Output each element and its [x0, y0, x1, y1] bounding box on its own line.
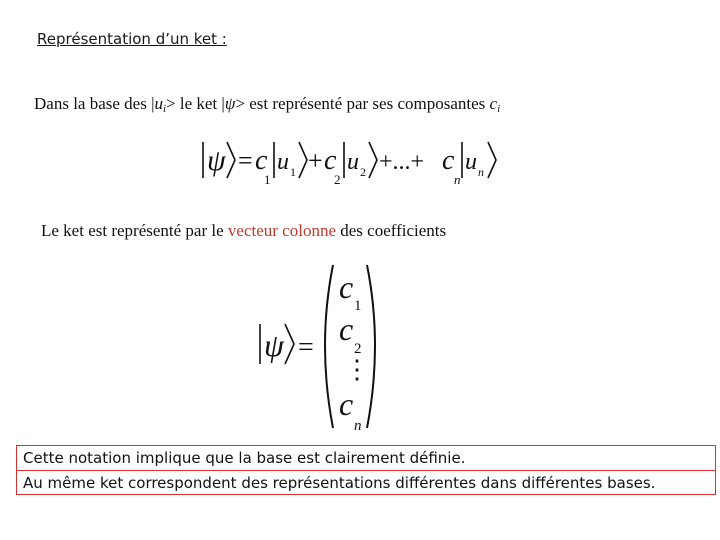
- ket-expansion-equation: [198, 138, 508, 188]
- note-box: [16, 445, 716, 495]
- eq1-un: u: [465, 149, 477, 175]
- eq2-vdots: ⋮: [344, 355, 370, 384]
- basis-sentence: Dans la base des $|u_i>$ le ket |ψ> est représenté par ses composantes $c_i$: [34, 94, 501, 115]
- eq1-u-sub2: 2: [360, 165, 366, 179]
- eq1-sub1: 1: [264, 172, 271, 187]
- eq2-c2: c: [339, 311, 354, 347]
- eq2-equals: =: [298, 332, 314, 363]
- eq1-plus: +: [308, 146, 323, 175]
- eq2-c1: c: [339, 269, 354, 305]
- eq2-sub1: 1: [354, 298, 362, 314]
- eq2-cn: c: [339, 386, 354, 422]
- eq2-sub2: 2: [354, 341, 362, 357]
- note-line-2: Au même ket correspondent des représentations différentes dans différentes bases.: [17, 470, 715, 495]
- eq1-u2: u: [347, 149, 359, 175]
- note-line-1: Cette notation implique que la base est clairement définie.: [23, 449, 466, 467]
- page-title: Représentation d’un ket :: [37, 30, 227, 48]
- eq1-u-subn: n: [478, 165, 484, 179]
- column-vector-sentence: Le ket est représenté par le vecteur colonne des coefficients: [41, 221, 447, 240]
- eq1-cn: c: [442, 145, 455, 176]
- eq1-subn: n: [454, 172, 461, 187]
- eq1-u-sub1: 1: [290, 165, 296, 179]
- eq1-psi: ψ: [207, 144, 226, 177]
- column-vector-equation: [255, 260, 385, 435]
- eq1-c1: c: [255, 145, 268, 176]
- eq1-equals: =: [238, 146, 253, 175]
- eq2-psi: ψ: [264, 327, 284, 363]
- highlight-column-vector: vecteur colonne: [227, 221, 336, 240]
- eq1-sub2: 2: [334, 172, 341, 187]
- eq1-c2: c: [324, 145, 337, 176]
- eq1-u1: u: [277, 149, 289, 175]
- eq1-ellipsis: +...+: [379, 149, 425, 175]
- eq2-subn: n: [354, 418, 362, 434]
